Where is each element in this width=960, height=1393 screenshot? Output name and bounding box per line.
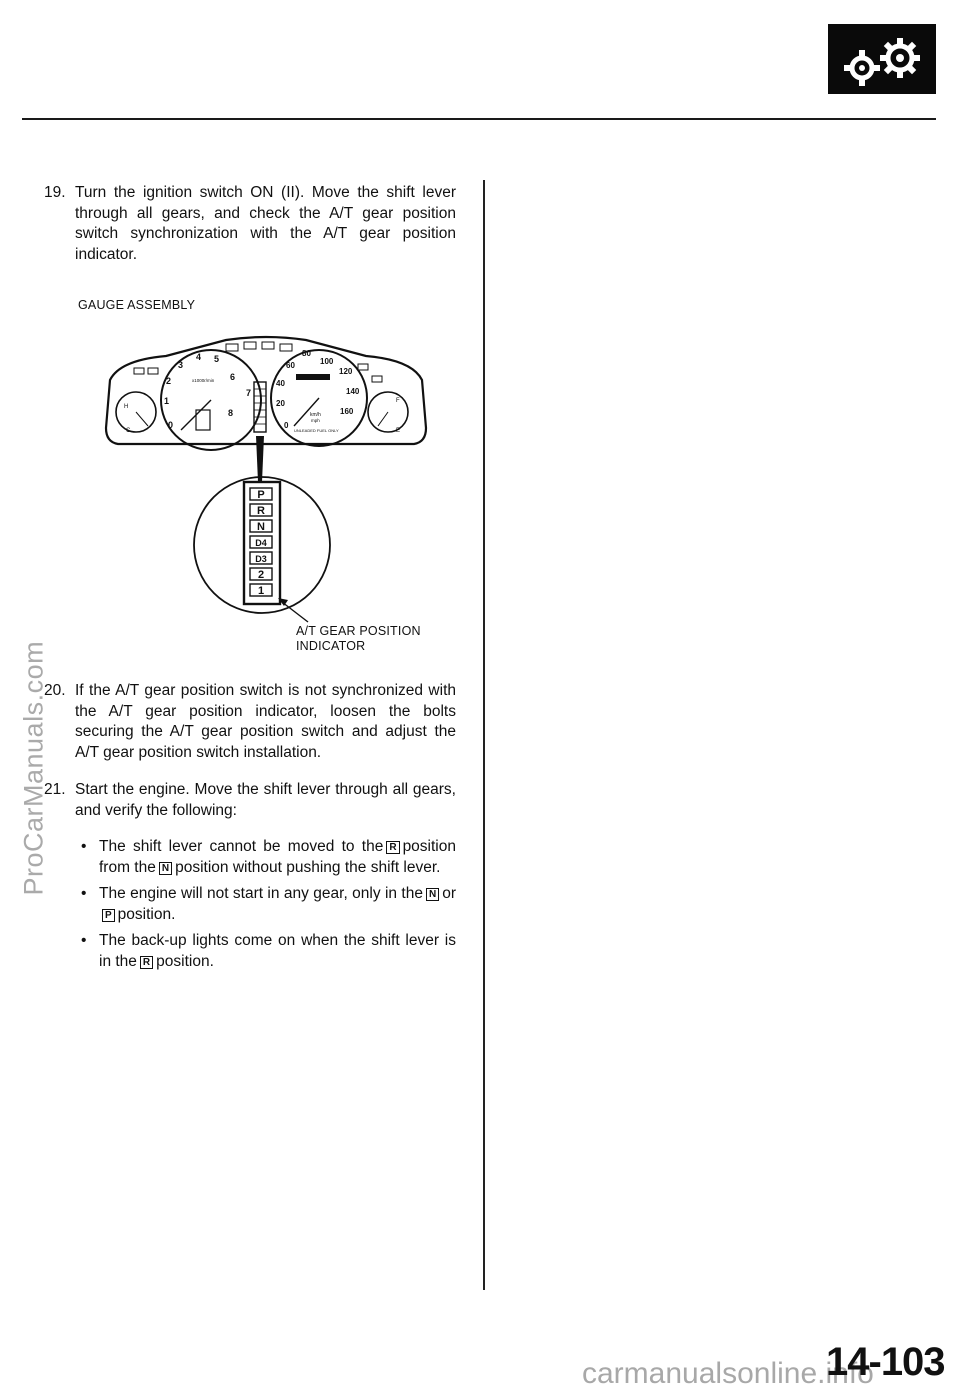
gear-n: N xyxy=(257,521,265,533)
speedo-num: 40 xyxy=(276,379,285,388)
tach-num: 3 xyxy=(178,360,184,370)
gear-2: 2 xyxy=(257,569,265,581)
list-item: • The shift lever cannot be moved to the R position from the N position without pushing the shift lever. xyxy=(81,838,456,876)
speedo-num: 60 xyxy=(286,361,295,370)
list-item: • The back-up lights come on when the shift lever is in the R position. xyxy=(81,932,456,970)
header-rule xyxy=(22,118,936,120)
fuel-note: UNLEADED FUEL ONLY xyxy=(294,428,339,433)
speedo-num: 20 xyxy=(276,399,285,408)
indicator-label-line-2: INDICATOR xyxy=(296,639,366,653)
gear-symbol-n: N xyxy=(426,888,439,901)
fuel-needle xyxy=(378,412,388,426)
speedo-unit-mph: mph xyxy=(311,418,320,423)
gear-p: P xyxy=(257,489,265,501)
verification-list xyxy=(75,837,456,972)
gear-symbol-r: R xyxy=(386,841,399,854)
step-20 xyxy=(44,681,456,763)
indicator-label xyxy=(296,624,421,654)
tach-num: 5 xyxy=(214,354,220,364)
tach-num: 6 xyxy=(230,372,236,382)
step-text: Turn the ignition switch ON (II). Move the shift lever through all gears, and check the A/T gear position switch synchronization with the A/T gear position indicator. xyxy=(75,184,456,263)
page-number: 14-103 xyxy=(826,1340,945,1384)
speedo-num: 100 xyxy=(320,357,334,366)
step-19 xyxy=(44,183,456,265)
gauge-assembly-diagram xyxy=(96,332,436,662)
temp-needle xyxy=(136,412,148,426)
odometer-display xyxy=(296,374,330,380)
tach-num: 8 xyxy=(228,408,234,418)
speedo-unit: km/h xyxy=(310,412,321,418)
tach-num: 7 xyxy=(246,388,252,398)
leader-stem xyxy=(256,436,264,482)
tach-num: 0 xyxy=(168,420,174,430)
tach-num: 2 xyxy=(166,376,172,386)
gear-symbol-r: R xyxy=(140,956,153,969)
speedo-num: 160 xyxy=(340,407,354,416)
indicator-label-line-1: A/T GEAR POSITION xyxy=(296,624,421,638)
gear-symbol-n: N xyxy=(159,862,172,875)
step-21 xyxy=(44,780,456,972)
gear-d3: D3 xyxy=(255,554,267,564)
speedo-num: 140 xyxy=(346,387,360,396)
step-number: 19. xyxy=(44,184,66,201)
section-logo-gears-icon xyxy=(828,24,936,94)
gear-d4: D4 xyxy=(255,538,267,548)
fuel-e: E xyxy=(396,428,401,434)
gauge-assembly-label: GAUGE ASSEMBLY xyxy=(78,298,196,312)
temp-h: H xyxy=(124,404,129,410)
step-number: 20. xyxy=(44,682,66,699)
bottom-watermark: carmanualsonline.info xyxy=(582,1357,874,1390)
step-text: If the A/T gear position switch is not synchronized with the A/T gear position indicator, loosen the bolts securing the A/T gear position switch and adjust the A/T gear position switch installation. xyxy=(75,682,456,761)
gear-1: 1 xyxy=(257,585,265,597)
gear-r: R xyxy=(257,505,265,517)
temp-c: C xyxy=(126,428,131,434)
speedo-num: 0 xyxy=(284,421,289,430)
speedo-num: 120 xyxy=(339,367,353,376)
column-divider xyxy=(483,180,485,1290)
tach-num: 1 xyxy=(164,396,170,406)
side-watermark: ProCarManuals.com xyxy=(18,640,49,896)
step-number: 21. xyxy=(44,781,66,798)
speedo-num: 80 xyxy=(302,349,311,358)
tach-num: 4 xyxy=(196,352,202,362)
fuel-f: F xyxy=(396,398,400,404)
list-item: • The engine will not start in any gear, only in the N orP position. xyxy=(81,885,456,923)
step-text: Start the engine. Move the shift lever through all gears, and verify the following: xyxy=(75,781,456,819)
tach-unit: x1000r/min xyxy=(192,378,215,383)
gear-symbol-p: P xyxy=(102,909,115,922)
